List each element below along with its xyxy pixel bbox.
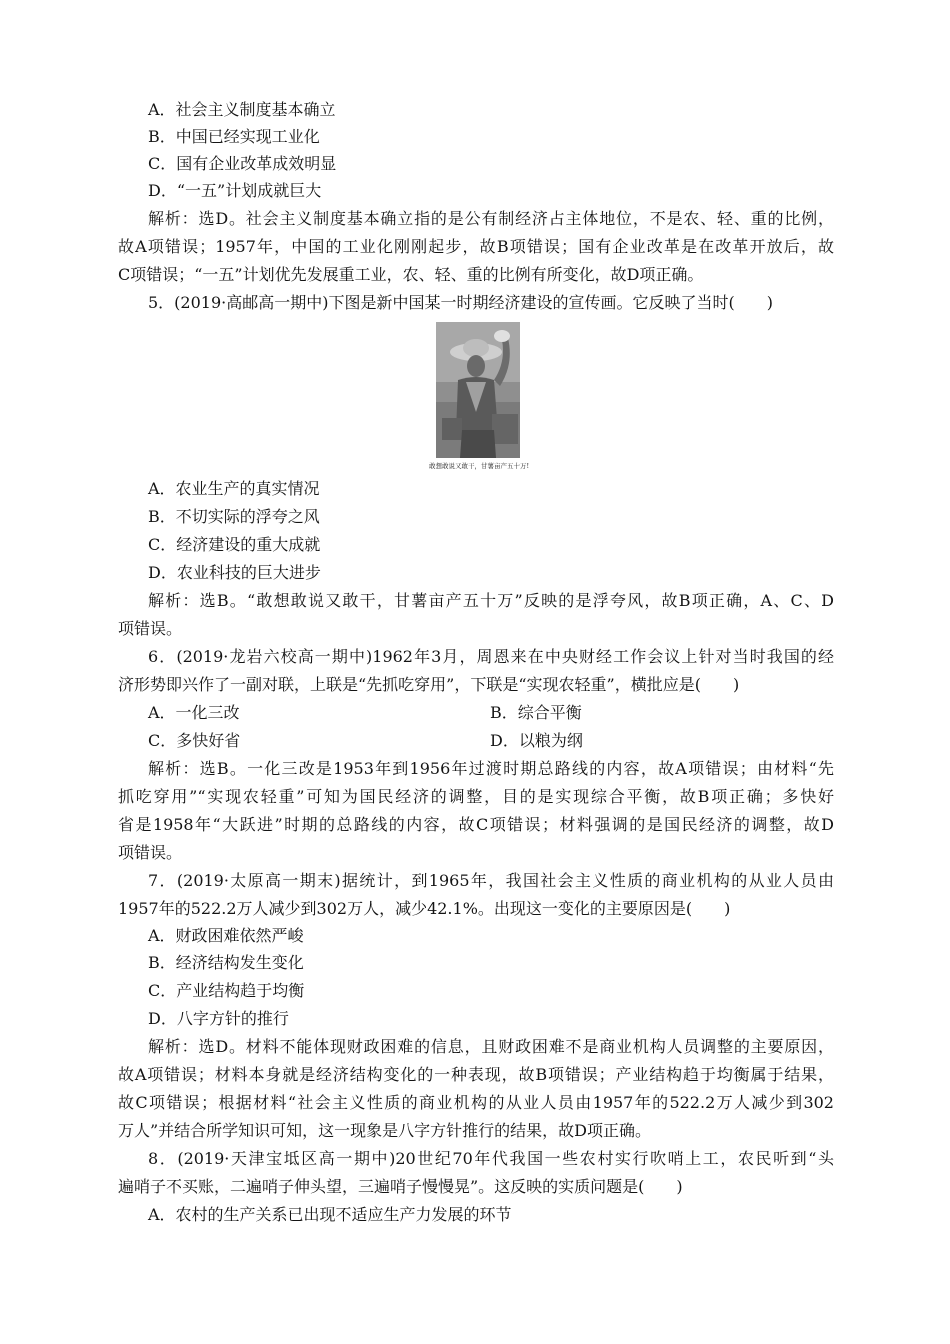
q7-option-a: A．财政困难依然严峻 — [148, 926, 304, 945]
q4-option-a: A．社会主义制度基本确立 — [148, 100, 336, 119]
q5-option-a: A．农业生产的真实情况 — [148, 479, 320, 498]
q7-stem-line-1: 7．(2019·太原高一期末)据统计，到1965年，我国社会主义性质的商业机构的从业人员由 — [148, 871, 834, 890]
q6-analysis-line-1: 解析：选B。一化三改是1953年到1956年过渡时期总路线的内容，故A项错误；由材料“先 — [148, 759, 834, 778]
q6-option-c: C．多快好省 — [148, 731, 241, 750]
q6-option-b: B．综合平衡 — [490, 703, 582, 722]
propaganda-poster-image — [436, 322, 520, 458]
q8-stem-line-2: 遍哨子不买账，二遍哨子伸头望，三遍哨子慢慢晃”。这反映的实质问题是( ) — [118, 1177, 683, 1196]
q6-stem-line-1: 6．(2019·龙岩六校高一期中)1962年3月，周恩来在中央财经工作会议上针对当时我国的经 — [148, 647, 834, 666]
q5-option-d: D．农业科技的巨大进步 — [148, 563, 321, 582]
q6-stem-line-2: 济形势即兴作了一副对联，上联是“先抓吃穿用”，下联是“实现农轻重”，横批应是( ) — [118, 675, 740, 694]
q4-analysis-line-1: 解析：选D。社会主义制度基本确立指的是公有制经济占主体地位，不是农、轻、重的比例， — [148, 209, 834, 228]
q6-analysis-line-2: 抓吃穿用”“实现农轻重”可知为国民经济的调整，目的是实现综合平衡，故B项正确；多快好 — [118, 787, 834, 806]
q4-option-d: D．“一五”计划成就巨大 — [148, 181, 322, 200]
q5-analysis-line-1: 解析：选B。“敢想敢说又敢干，甘薯亩产五十万”反映的是浮夸风，故B项正确，A、C、D — [148, 591, 834, 610]
q7-stem-line-2: 1957年的522.2万人减少到302万人，减少42.1%。出现这一变化的主要原因是( ) — [118, 899, 731, 918]
q8-stem-line-1: 8．(2019·天津宝坻区高一期中)20世纪70年代我国一些农村实行吹哨上工，农民听到“头 — [148, 1149, 834, 1168]
q5-stem: 5．(2019·高邮高一期中)下图是新中国某一时期经济建设的宣传画。它反映了当时( ) — [148, 293, 773, 312]
q7-analysis-line-2: 故A项错误；材料本身就是经济结构变化的一种表现，故B项错误；产业结构趋于均衡属于结果， — [118, 1065, 834, 1084]
q4-option-c: C．国有企业改革成效明显 — [148, 154, 337, 173]
q4-option-b: B．中国已经实现工业化 — [148, 127, 320, 146]
q6-analysis-line-4: 项错误。 — [118, 843, 183, 862]
q6-option-d: D．以粮为纲 — [490, 731, 583, 750]
q5-option-c: C．经济建设的重大成就 — [148, 535, 321, 554]
q5-option-b: B．不切实际的浮夸之风 — [148, 507, 320, 526]
q5-analysis-line-2: 项错误。 — [118, 619, 183, 638]
q7-analysis-line-4: 万人”并结合所学知识可知，这一现象是八字方针推行的结果，故D项正确。 — [118, 1121, 652, 1140]
q6-analysis-line-3: 省是1958年“大跃进”时期的总路线的内容，故C项错误；材料强调的是国民经济的调整，故D — [118, 815, 834, 834]
q7-option-b: B．经济结构发生变化 — [148, 953, 304, 972]
poster-caption: 敢想敢说又敢干，甘薯亩产五十万! — [428, 462, 530, 470]
q6-option-a: A．一化三改 — [148, 703, 240, 722]
q4-analysis-line-2: 故A项错误；1957年，中国的工业化刚刚起步，故B项错误；国有企业改革是在改革开放后，故 — [118, 237, 834, 256]
q7-analysis-line-3: 故C项错误；根据材料“社会主义性质的商业机构的从业人员由1957年的522.2万人减少到302 — [118, 1093, 834, 1112]
q7-option-d: D．八字方针的推行 — [148, 1009, 289, 1028]
farmer-illustration — [436, 322, 520, 458]
q8-option-a: A．农村的生产关系已出现不适应生产力发展的环节 — [148, 1205, 512, 1224]
q4-analysis-line-3: C项错误；“一五”计划优先发展重工业，农、轻、重的比例有所变化，故D项正确。 — [118, 265, 704, 284]
q7-option-c: C．产业结构趋于均衡 — [148, 981, 305, 1000]
q7-analysis-line-1: 解析：选D。材料不能体现财政困难的信息，且财政困难不是商业机构人员调整的主要原因， — [148, 1037, 834, 1056]
